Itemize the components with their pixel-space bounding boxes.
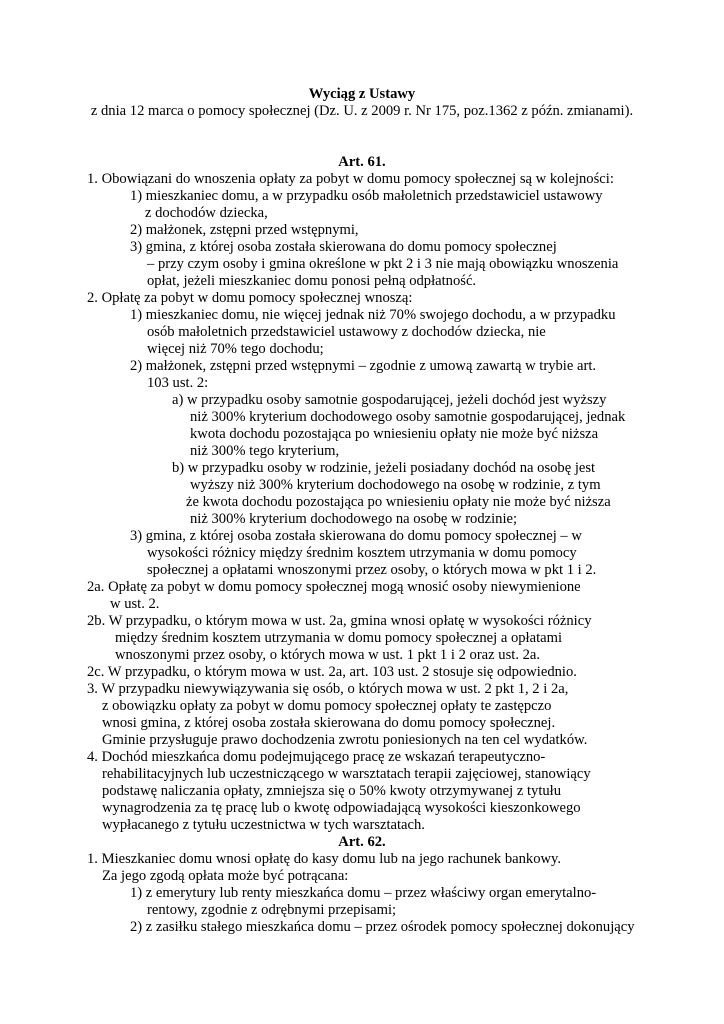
text-line: wynagrodzenia za tę pracę lub o kwotę odpowiadającą wysokości kieszonkowego: [102, 800, 581, 816]
text-line: 2b. W przypadku, o którym mowa w ust. 2a, gmina wnosi opłatę w wysokości różnicy: [87, 613, 592, 629]
text-line: niż 300% kryterium dochodowego na osobę w rodzinie;: [190, 511, 518, 527]
text-line: osób małoletnich przedstawiciel ustawowy z dochodów dziecka, nie: [147, 324, 546, 340]
text-line: rehabilitacyjnych lub uczestniczącego w warsztatach terapii zajęciowej, stanowiący: [102, 766, 591, 782]
text-line: wypłacanego z tytułu uczestnictwa w tych warsztatach.: [102, 817, 425, 833]
text-line: 2) z zasiłku stałego mieszkańca domu – przez ośrodek pomocy społecznej dokonujący: [130, 919, 635, 935]
text-line: wnoszonymi przez osoby, o których mowa w ust. 1 pkt 1 i 2 oraz ust. 2a.: [115, 647, 541, 663]
text-line: 2) małżonek, zstępni przed wstępnymi,: [130, 222, 359, 238]
text-line: z dochodów dziecka,: [145, 205, 268, 221]
text-line: 1. Mieszkaniec domu wnosi opłatę do kasy domu lub na jego rachunek bankowy.: [87, 851, 562, 867]
text-line: 3) gmina, z której osoba została skierowana do domu pomocy społecznej – w: [130, 528, 582, 544]
text-line: b) w przypadku osoby w rodzinie, jeżeli posiadany dochód na osobę jest: [172, 460, 596, 476]
text-line: niż 300% tego kryterium,: [190, 443, 340, 459]
text-line: wyższy niż 300% kryterium dochodowego na osobę w rodzinie, z tym: [190, 477, 601, 493]
text-line: w ust. 2.: [110, 596, 160, 612]
text-line: 3. W przypadku niewywiązywania się osób, o których mowa w ust. 2 pkt 1, 2 i 2a,: [87, 681, 569, 697]
article-61-heading: Art. 61.: [338, 154, 386, 170]
text-line: 1) mieszkaniec domu, nie więcej jednak niż 70% swojego dochodu, a w przypadku: [130, 307, 616, 323]
text-line: 4. Dochód mieszkańca domu podejmującego pracę ze wskazań terapeutyczno-: [87, 749, 546, 765]
text-line: 1) z emerytury lub renty mieszkańca domu – przez właściwy organ emerytalno-: [130, 885, 597, 901]
text-line: między średnim kosztem utrzymania w domu pomocy społecznej a opłatami: [115, 630, 563, 646]
text-line: Za jego zgodą opłata może być potrącana:: [102, 868, 349, 884]
text-line: rentowy, zgodnie z odrębnymi przepisami;: [147, 902, 397, 918]
text-line: podstawę naliczania opłaty, zmniejsza się o 50% kwoty otrzymywanej z tytułu: [102, 783, 562, 799]
text-line: że kwota dochodu pozostająca po wniesieniu opłaty nie może być niższa: [186, 494, 611, 510]
text-line: 1. Obowiązani do wnoszenia opłaty za pobyt w domu pomocy społecznej są w kolejności:: [87, 171, 614, 187]
text-line: 2) małżonek, zstępni przed wstępnymi – zgodnie z umową zawartą w trybie art.: [130, 358, 597, 374]
text-line: społecznej a opłatami wnoszonymi przez osoby, o których mowa w pkt 1 i 2.: [147, 562, 597, 578]
document-subtitle: z dnia 12 marca o pomocy społecznej (Dz. U. z 2009 r. Nr 175, poz.1362 z późn. zmianami).: [90, 103, 634, 119]
text-line: opłat, jeżeli mieszkaniec domu ponosi pełną odpłatność.: [147, 273, 477, 289]
text-line: a) w przypadku osoby samotnie gospodarującej, jeżeli dochód jest wyższy: [172, 392, 607, 408]
text-line: niż 300% kryterium dochodowego osoby samotnie gospodarującej, jednak: [190, 409, 626, 425]
text-line: z obowiązku opłaty za pobyt w domu pomocy społecznej opłaty te zastępczo: [102, 698, 552, 714]
text-line: kwota dochodu pozostająca po wniesieniu opłaty nie może być niższa: [190, 426, 599, 442]
text-line: 1) mieszkaniec domu, a w przypadku osób małoletnich przedstawiciel ustawowy: [130, 188, 603, 204]
text-line: 2. Opłatę za pobyt w domu pomocy społecznej wnoszą:: [87, 290, 413, 306]
document-title: Wyciąg z Ustawy: [308, 86, 416, 102]
text-line: – przy czym osoby i gmina określone w pkt 2 i 3 nie mają obowiązku wnoszenia: [147, 256, 619, 272]
text-line: więcej niż 70% tego dochodu;: [147, 341, 324, 357]
text-line: 3) gmina, z której osoba została skierowana do domu pomocy społecznej: [130, 239, 557, 255]
text-line: 2c. W przypadku, o którym mowa w ust. 2a, art. 103 ust. 2 stosuje się odpowiednio.: [87, 664, 577, 680]
text-line: wnosi gmina, z której osoba została skierowana do domu pomocy społecznej.: [102, 715, 556, 731]
text-line: 2a. Opłatę za pobyt w domu pomocy społecznej mogą wnosić osoby niewymienione: [87, 579, 581, 595]
article-62-heading: Art. 62.: [338, 834, 386, 850]
text-line: wysokości różnicy między średnim kosztem utrzymania w domu pomocy: [147, 545, 577, 561]
text-line: Gminie przysługuje prawo dochodzenia zwrotu poniesionych na ten cel wydatków.: [102, 732, 588, 748]
text-line: 103 ust. 2:: [147, 375, 209, 391]
